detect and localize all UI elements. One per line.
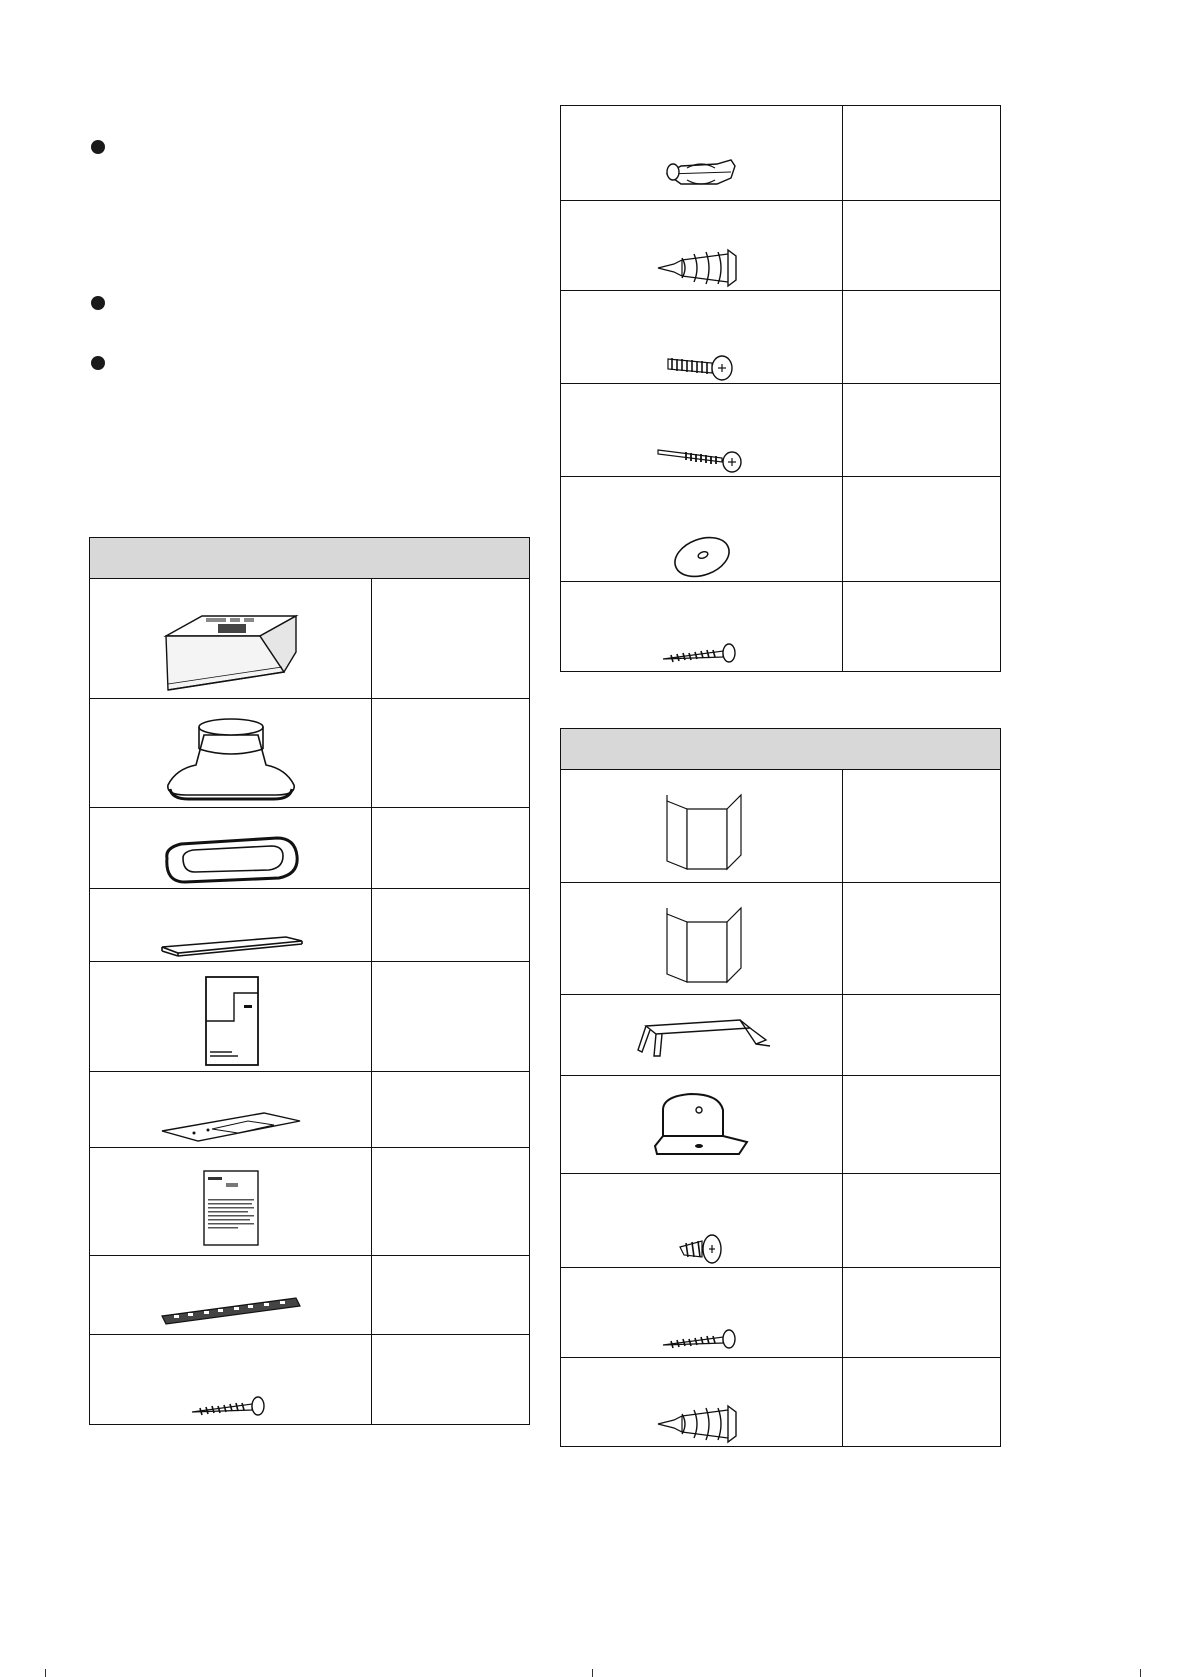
qty-cell [843, 995, 1001, 1076]
qty-cell [843, 384, 1001, 477]
qty-cell [372, 1072, 530, 1148]
table-row [90, 1335, 530, 1425]
instruction-booklet-icon [196, 971, 266, 1071]
wood-screw-icon [186, 1384, 276, 1424]
qty-cell [843, 291, 1001, 384]
qty-cell [843, 582, 1001, 672]
machine-screw-icon [662, 343, 742, 383]
chimney-parts-table [560, 728, 1001, 1447]
table-row [90, 1148, 530, 1256]
table-header [561, 729, 1001, 770]
standard-parts-table [89, 537, 530, 1425]
table-row [90, 808, 530, 889]
table-header [90, 538, 530, 579]
table-row [90, 962, 530, 1072]
range-hood-icon [156, 612, 306, 698]
bullet-1 [91, 140, 105, 154]
bullet-3 [91, 356, 105, 370]
qty-cell [372, 1256, 530, 1335]
qty-cell [372, 699, 530, 808]
crop-mark [45, 1669, 46, 1677]
crop-mark [1140, 1669, 1141, 1677]
duct-transition-icon [156, 707, 306, 807]
bracket-strip-icon [156, 1290, 306, 1334]
qty-cell [372, 1148, 530, 1256]
table-row [561, 770, 1001, 883]
table-row [561, 883, 1001, 995]
table-row [90, 889, 530, 962]
table-row [561, 1268, 1001, 1358]
qty-cell [843, 477, 1001, 582]
table-row [561, 106, 1001, 201]
table-row [561, 1358, 1001, 1447]
table-row [561, 1076, 1001, 1174]
table-row [561, 1174, 1001, 1268]
drywall-anchor-icon [652, 246, 752, 290]
short-screw-icon [672, 1223, 732, 1267]
long-bolt-icon [652, 436, 752, 476]
upper-chimney-cover-icon [657, 781, 747, 871]
lower-chimney-cover-icon [657, 894, 747, 984]
hollow-wall-anchor-icon [657, 150, 747, 200]
qty-cell [372, 889, 530, 962]
qty-cell [843, 1268, 1001, 1358]
table-row [90, 1072, 530, 1148]
wood-screw-icon [657, 1317, 747, 1357]
qty-cell [843, 1174, 1001, 1268]
qty-cell [372, 808, 530, 889]
l-bracket-icon [647, 1090, 757, 1160]
crop-mark [592, 1669, 593, 1677]
washer-icon [667, 531, 737, 581]
table-row [561, 477, 1001, 582]
qty-cell [843, 770, 1001, 883]
qty-cell [372, 1335, 530, 1425]
qty-cell [843, 106, 1001, 201]
table-row [561, 995, 1001, 1076]
table-row [90, 1256, 530, 1335]
gasket-ring-icon [161, 828, 301, 888]
qty-cell [843, 1358, 1001, 1447]
table-row [561, 291, 1001, 384]
filter-trim-icon [156, 921, 306, 961]
mounting-template-icon [156, 1097, 306, 1147]
table-row [561, 384, 1001, 477]
table-row [561, 201, 1001, 291]
warranty-card-icon [196, 1155, 266, 1255]
qty-cell [843, 1076, 1001, 1174]
wood-screw-icon [657, 631, 747, 671]
bullet-2 [91, 296, 105, 310]
table-row [561, 582, 1001, 672]
qty-cell [372, 962, 530, 1072]
drywall-anchor-icon [652, 1402, 752, 1446]
hardware-table [560, 105, 1001, 672]
table-row [90, 699, 530, 808]
table-row [90, 579, 530, 699]
qty-cell [843, 883, 1001, 995]
qty-cell [843, 201, 1001, 291]
qty-cell [372, 579, 530, 699]
chimney-bracket-icon [632, 1010, 772, 1060]
